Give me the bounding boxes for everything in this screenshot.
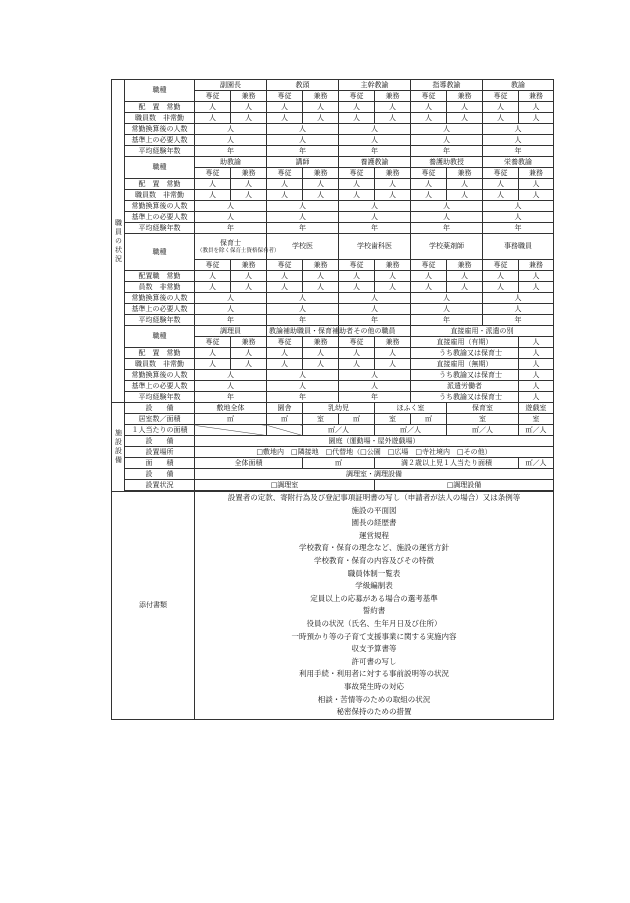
summary-value-cell: 年 xyxy=(411,223,483,234)
ken-header: 兼務 xyxy=(519,260,554,271)
summary-value-cell: 年 xyxy=(483,223,554,234)
summary-value-cell: 人 xyxy=(267,304,339,315)
summary-label: 基準上の必要人数 xyxy=(125,135,195,146)
section-staff-label: 職員の状況 xyxy=(112,80,125,403)
job-title-1-0: 副園長 xyxy=(195,80,267,91)
job-type-header: 職種 xyxy=(125,157,195,179)
placement-label: 職員数 非常勤 xyxy=(125,190,195,201)
sen-header: 専従 xyxy=(267,260,303,271)
job-title-main: 学校薬剤師 xyxy=(429,242,464,250)
summary-value-cell: 人 xyxy=(267,135,339,146)
job-title-2-2: 養護教諭 xyxy=(339,157,411,168)
person-count-cell: 人 xyxy=(411,282,447,293)
summary-value-cell: 年 xyxy=(339,223,411,234)
equipment-label: 設 備 xyxy=(125,469,195,480)
summary-value-cell: 人 xyxy=(195,135,267,146)
summary-label: 平均経験年数 xyxy=(125,146,195,157)
sen-header: 専従 xyxy=(267,337,303,348)
sen-header: 専従 xyxy=(339,91,375,102)
person-count-cell: 人 xyxy=(519,102,554,113)
summary-label: 基準上の必要人数 xyxy=(125,304,195,315)
summary-value-cell: 年 xyxy=(267,223,339,234)
job-title-2-0: 助教諭 xyxy=(195,157,267,168)
area-cell: 室 xyxy=(519,414,554,425)
summary-value-cell: 人 xyxy=(483,201,554,212)
per-person-cell: ㎡／人 xyxy=(375,425,447,436)
sen-header: 専従 xyxy=(195,337,231,348)
ken-header: 兼務 xyxy=(231,337,267,348)
sen-header: 専従 xyxy=(483,168,519,179)
job-title-main: 学校歯科医 xyxy=(357,242,392,250)
attachment-item: 学校教育・保育の内容及びその特徴 xyxy=(314,555,434,565)
summary-label: 基準上の必要人数 xyxy=(125,381,195,392)
placement-label: 職員数 非常勤 xyxy=(125,113,195,124)
per-person-label: １人当たりの面積 xyxy=(125,425,195,436)
person-count-cell: 人 xyxy=(375,348,411,359)
summary-value-cell: 人 xyxy=(411,212,483,223)
summary-label: 常勤換算後の人数 xyxy=(125,370,195,381)
attachment-item: 事故発生時の対応 xyxy=(344,681,404,691)
person-count-cell: 人 xyxy=(267,102,303,113)
diagonal-cell xyxy=(195,425,267,436)
person-count-cell: 人 xyxy=(483,113,519,124)
room-cell: 室 xyxy=(375,414,411,425)
person-count-cell: 人 xyxy=(303,179,339,190)
job-title-4-0: 調理員 xyxy=(195,326,267,337)
job-title-3-0 xyxy=(195,234,280,260)
dispatch-row: うち教諭又は保育士 xyxy=(411,370,519,381)
summary-value-cell: 人 xyxy=(195,124,267,135)
summary-value-cell: 人 xyxy=(411,135,483,146)
person-count-cell: 人 xyxy=(411,190,447,201)
person-count-cell: 人 xyxy=(483,271,519,282)
room-name: 敷地全体 xyxy=(195,403,267,414)
person-count-cell: 人 xyxy=(447,179,483,190)
summary-value-cell: 年 xyxy=(339,315,411,326)
per-person-cell: ㎡／人 xyxy=(447,425,519,436)
ken-header: 兼務 xyxy=(447,260,483,271)
summary-value-cell: 人 xyxy=(267,293,339,304)
location-options[interactable]: □敷地内 □隣接地 □代替地（□公園 □広場 □寺社境内 □その他） xyxy=(195,447,554,458)
job-title-1-3: 指導教諭 xyxy=(411,80,483,91)
application-form xyxy=(111,79,553,720)
summary-value-cell: 人 xyxy=(195,304,267,315)
summary-value-cell: 人 xyxy=(339,201,411,212)
sen-header: 専従 xyxy=(483,260,519,271)
job-title-3-2 xyxy=(339,234,411,260)
person-count-cell: 人 xyxy=(231,359,267,370)
job-type-header: 職種 xyxy=(125,234,195,271)
person-count-cell: 人 xyxy=(195,190,231,201)
summary-value-cell: 年 xyxy=(195,315,267,326)
job-title-3-3 xyxy=(411,234,483,260)
summary-value-cell: 人 xyxy=(483,293,554,304)
kitchen-room-checkbox[interactable]: □調理室 xyxy=(195,480,375,491)
summary-value-cell: 人 xyxy=(483,304,554,315)
summary-value-cell: 人 xyxy=(195,201,267,212)
summary-label: 基準上の必要人数 xyxy=(125,212,195,223)
unit-person: 人 xyxy=(519,348,554,359)
summary-value-cell: 人 xyxy=(267,381,339,392)
dispatch-row: 派遣労働者 xyxy=(411,381,519,392)
person-count-cell: 人 xyxy=(483,179,519,190)
ken-header: 兼務 xyxy=(231,91,267,102)
person-count-cell: 人 xyxy=(339,102,375,113)
person-count-cell: 人 xyxy=(231,179,267,190)
person-count-cell: 人 xyxy=(339,271,375,282)
ken-header: 兼務 xyxy=(375,260,411,271)
job-title-4-1: 教論補助職員・保育補助者 xyxy=(267,326,339,337)
summary-label: 平均経験年数 xyxy=(125,392,195,403)
summary-value-cell: 人 xyxy=(195,212,267,223)
person-count-cell: 人 xyxy=(375,102,411,113)
person-count-cell: 人 xyxy=(195,102,231,113)
job-type-header: 職種 xyxy=(125,80,195,102)
summary-value-cell: 年 xyxy=(195,223,267,234)
person-count-cell: 人 xyxy=(375,271,411,282)
person-count-cell: 人 xyxy=(519,179,554,190)
person-count-cell: 人 xyxy=(267,179,303,190)
person-count-cell: 人 xyxy=(195,271,231,282)
summary-value-cell: 年 xyxy=(411,146,483,157)
person-count-cell: 人 xyxy=(375,190,411,201)
attachment-item: 役員の状況（氏名、生年月日及び住所） xyxy=(306,618,442,628)
person-count-cell: 人 xyxy=(411,271,447,282)
ken-header: 兼務 xyxy=(231,168,267,179)
person-count-cell: 人 xyxy=(195,348,231,359)
summary-value-cell: 年 xyxy=(411,315,483,326)
person-count-cell: 人 xyxy=(195,179,231,190)
summary-label: 常勤換算後の人数 xyxy=(125,293,195,304)
person-count-cell: 人 xyxy=(339,113,375,124)
job-title-1-4: 教諭 xyxy=(483,80,554,91)
summary-label: 平均経験年数 xyxy=(125,315,195,326)
total-area-cell: ㎡ xyxy=(303,458,375,469)
location-label: 設置場所 xyxy=(125,447,195,458)
placement-label: 配 置 常勤 xyxy=(125,348,195,359)
sen-header: 専従 xyxy=(339,260,375,271)
area-cell: ㎡ xyxy=(411,414,447,425)
ken-header: 兼務 xyxy=(303,91,339,102)
job-title-2-3: 養護助教授 xyxy=(411,157,483,168)
sen-header: 専従 xyxy=(195,91,231,102)
person-count-cell: 人 xyxy=(375,179,411,190)
placement-label: 職員数 非常勤 xyxy=(125,359,195,370)
summary-value-cell: 人 xyxy=(267,370,339,381)
attachments-list xyxy=(195,492,554,720)
person-count-cell: 人 xyxy=(267,282,303,293)
person-count-cell: 人 xyxy=(447,271,483,282)
area-cell: ㎡ xyxy=(267,414,303,425)
summary-value-cell: 年 xyxy=(483,146,554,157)
summary-value-cell: 人 xyxy=(411,293,483,304)
ken-header: 兼務 xyxy=(375,337,411,348)
job-type-header: 職種 xyxy=(125,326,195,348)
sen-header: 専従 xyxy=(195,168,231,179)
attachment-item: 運営規程 xyxy=(359,530,389,540)
playground-label: 園庭（運動場・屋外遊戯場） xyxy=(195,436,554,447)
person-count-cell: 人 xyxy=(303,271,339,282)
sen-header: 専従 xyxy=(339,337,375,348)
kitchen-label: 調理室・調理設備 xyxy=(195,469,554,480)
attachment-item: 収支予算書等 xyxy=(351,644,397,654)
summary-value-cell: 人 xyxy=(339,304,411,315)
job-title-2-1: 講師 xyxy=(267,157,339,168)
attachment-item: 学校教育・保育の理念など、施設の運営方針 xyxy=(299,543,449,553)
staff-section xyxy=(112,80,554,403)
ken-header: 兼務 xyxy=(447,91,483,102)
person-count-cell: 人 xyxy=(483,102,519,113)
attachment-item: 秘密保持のための措置 xyxy=(336,707,412,717)
person-count-cell: 人 xyxy=(231,113,267,124)
facility-section xyxy=(112,403,554,492)
person-count-cell: 人 xyxy=(231,282,267,293)
person-count-cell: 人 xyxy=(375,282,411,293)
attachment-item: 利用手続・利用者に対する事前説明等の状況 xyxy=(299,669,449,679)
summary-value-cell: 人 xyxy=(483,212,554,223)
person-count-cell: 人 xyxy=(267,348,303,359)
person-count-cell: 人 xyxy=(339,348,375,359)
sen-header: 専従 xyxy=(267,91,303,102)
per-person-cell: ㎡／人 xyxy=(303,425,375,436)
summary-label: 平均経験年数 xyxy=(125,223,195,234)
dispatch-row: うち教諭又は保育士 xyxy=(411,392,519,403)
summary-value-cell: 人 xyxy=(267,201,339,212)
person-count-cell: 人 xyxy=(267,113,303,124)
person-count-cell: 人 xyxy=(447,190,483,201)
placement-label: 配 置 常勤 xyxy=(125,179,195,190)
unit-person: 人 xyxy=(519,381,554,392)
equipment-label: 設 備 xyxy=(125,403,195,414)
under2-area-label: 満２歳以上児１人当たり面積 xyxy=(375,458,519,469)
room-name: 園舎 xyxy=(267,403,303,414)
unit-person: 人 xyxy=(519,337,554,348)
attachment-item: 定員以上の応募がある場合の選考基準 xyxy=(310,593,438,603)
sen-header: 専従 xyxy=(267,168,303,179)
ken-header: 兼務 xyxy=(303,168,339,179)
person-count-cell: 人 xyxy=(303,113,339,124)
summary-value-cell: 人 xyxy=(411,124,483,135)
summary-value-cell: 人 xyxy=(267,212,339,223)
unit-person: 人 xyxy=(519,359,554,370)
equipment-label: 設 備 xyxy=(125,436,195,447)
person-count-cell: 人 xyxy=(375,113,411,124)
ken-header: 兼務 xyxy=(303,260,339,271)
person-count-cell: 人 xyxy=(339,190,375,201)
ken-header: 兼務 xyxy=(447,168,483,179)
summary-value-cell: 人 xyxy=(339,293,411,304)
person-count-cell: 人 xyxy=(231,271,267,282)
dispatch-row: 直接雇用（有期） xyxy=(411,337,519,348)
attachment-item: 職員体制一覧表 xyxy=(347,568,401,578)
summary-value-cell: 人 xyxy=(339,135,411,146)
summary-value-cell: 人 xyxy=(195,293,267,304)
summary-value-cell: 人 xyxy=(195,381,267,392)
unit-person: 人 xyxy=(519,370,554,381)
summary-value-cell: 年 xyxy=(195,392,267,403)
summary-value-cell: 年 xyxy=(267,392,339,403)
summary-value-cell: 人 xyxy=(267,124,339,135)
person-count-cell: 人 xyxy=(411,102,447,113)
dispatch-row: うち教諭又は保育士 xyxy=(411,348,519,359)
person-count-cell: 人 xyxy=(303,282,339,293)
form-table xyxy=(111,79,554,720)
attachment-item: 一時預かり等の子育て支援事業に関する実施内容 xyxy=(291,631,457,641)
under2-area-cell: ㎡／人 xyxy=(519,458,554,469)
person-count-cell: 人 xyxy=(483,282,519,293)
room-count-label: 居室数／面積 xyxy=(125,414,195,425)
person-count-cell: 人 xyxy=(303,359,339,370)
attachment-item: 園長の経歴書 xyxy=(351,518,397,528)
job-title-main: 保育士 xyxy=(220,238,241,247)
person-count-cell: 人 xyxy=(519,282,554,293)
person-count-cell: 人 xyxy=(483,190,519,201)
summary-value-cell: 年 xyxy=(267,146,339,157)
area-label: 面 積 xyxy=(125,458,195,469)
person-count-cell: 人 xyxy=(339,359,375,370)
job-title-3-4 xyxy=(483,234,554,260)
total-area-label: 全体面積 xyxy=(195,458,303,469)
person-count-cell: 人 xyxy=(267,271,303,282)
person-count-cell: 人 xyxy=(411,113,447,124)
job-title-1-2: 主幹教諭 xyxy=(339,80,411,91)
person-count-cell: 人 xyxy=(267,190,303,201)
unit-person: 人 xyxy=(519,392,554,403)
person-count-cell: 人 xyxy=(231,348,267,359)
summary-value-cell: 年 xyxy=(339,392,411,403)
person-count-cell: 人 xyxy=(447,282,483,293)
ken-header: 兼務 xyxy=(519,91,554,102)
area-cell: ㎡ xyxy=(195,414,267,425)
person-count-cell: 人 xyxy=(519,271,554,282)
person-count-cell: 人 xyxy=(447,113,483,124)
ken-header: 兼務 xyxy=(519,168,554,179)
summary-value-cell: 人 xyxy=(411,304,483,315)
person-count-cell: 人 xyxy=(195,359,231,370)
sen-header: 専従 xyxy=(411,260,447,271)
person-count-cell: 人 xyxy=(195,113,231,124)
room-name: 遊戯室 xyxy=(519,403,554,414)
room-name: 保育室 xyxy=(447,403,519,414)
kitchen-equipment-checkbox[interactable]: □調理設備 xyxy=(375,480,554,491)
person-count-cell: 人 xyxy=(303,190,339,201)
sen-header: 専従 xyxy=(195,260,231,271)
per-person-cell: ㎡／人 xyxy=(519,425,554,436)
person-count-cell: 人 xyxy=(267,359,303,370)
room-cell: 室 xyxy=(303,414,339,425)
room-name: ほふく室 xyxy=(375,403,447,414)
attachment-item: 誓約書 xyxy=(362,606,386,616)
room-area-cell: 室 xyxy=(447,414,519,425)
summary-value-cell: 人 xyxy=(483,135,554,146)
diagonal-cell xyxy=(267,425,303,436)
summary-value-cell: 人 xyxy=(483,124,554,135)
attachment-item: 施設の平面図 xyxy=(351,505,397,515)
summary-label: 常勤換算後の人数 xyxy=(125,124,195,135)
person-count-cell: 人 xyxy=(231,102,267,113)
summary-value-cell: 年 xyxy=(339,146,411,157)
status-label: 設置状況 xyxy=(125,480,195,491)
person-count-cell: 人 xyxy=(303,348,339,359)
person-count-cell: 人 xyxy=(519,113,554,124)
summary-label: 常勤換算後の人数 xyxy=(125,201,195,212)
attachment-item: 許可書の写し xyxy=(351,656,397,666)
sen-header: 専従 xyxy=(339,168,375,179)
job-title-1-1: 教頭 xyxy=(267,80,339,91)
sen-header: 専従 xyxy=(411,168,447,179)
placement-label: 配置職 常勤 xyxy=(125,271,195,282)
attachment-item: 学級編制表 xyxy=(355,581,393,591)
person-count-cell: 人 xyxy=(519,190,554,201)
attachments-label: 添付書類 xyxy=(112,492,195,720)
area-cell: ㎡ xyxy=(339,414,375,425)
ken-header: 兼務 xyxy=(375,91,411,102)
job-title-3-1 xyxy=(267,234,339,260)
summary-value-cell: 人 xyxy=(339,370,411,381)
placement-label: 配 置 常勤 xyxy=(125,102,195,113)
summary-value-cell: 年 xyxy=(483,315,554,326)
summary-value-cell: 人 xyxy=(339,381,411,392)
person-count-cell: 人 xyxy=(411,179,447,190)
person-count-cell: 人 xyxy=(375,359,411,370)
person-count-cell: 人 xyxy=(195,282,231,293)
summary-value-cell: 年 xyxy=(195,146,267,157)
attachments-section xyxy=(112,492,554,720)
section-facility-label: 施設設備 xyxy=(112,403,125,492)
summary-value-cell: 人 xyxy=(339,124,411,135)
job-title-2-4: 栄養教諭 xyxy=(483,157,554,168)
person-count-cell: 人 xyxy=(447,102,483,113)
ken-header: 兼務 xyxy=(303,337,339,348)
ken-header: 兼務 xyxy=(231,260,267,271)
attachment-item: 相談・苦情等のための取組の状況 xyxy=(317,694,431,704)
sen-header: 専従 xyxy=(483,91,519,102)
person-count-cell: 人 xyxy=(339,282,375,293)
person-count-cell: 人 xyxy=(303,102,339,113)
ken-header: 兼務 xyxy=(375,168,411,179)
person-count-cell: 人 xyxy=(339,179,375,190)
summary-value-cell: 年 xyxy=(267,315,339,326)
summary-value-cell: 人 xyxy=(195,370,267,381)
summary-value-cell: 人 xyxy=(411,201,483,212)
person-count-cell: 人 xyxy=(231,190,267,201)
dispatch-row: 直接雇用（無期） xyxy=(411,359,519,370)
placement-label: 員数 非常勤 xyxy=(125,282,195,293)
room-name: 乳幼児 xyxy=(303,403,375,414)
attachment-item: 設置者の定款、寄附行為及び登記事項証明書の写し（申請者が法人の場合）又は条例等 xyxy=(227,493,521,502)
sen-header: 専従 xyxy=(411,91,447,102)
job-title-main: 事務職員 xyxy=(504,242,532,250)
job-title-main: 学校医 xyxy=(292,242,313,250)
dispatch-title: 直接雇用・派遣の別 xyxy=(411,326,554,337)
job-title-note: （教員を除く保育士資格保有者） xyxy=(197,247,280,254)
summary-value-cell: 人 xyxy=(339,212,411,223)
job-title-4-2: その他の職員 xyxy=(339,326,411,337)
